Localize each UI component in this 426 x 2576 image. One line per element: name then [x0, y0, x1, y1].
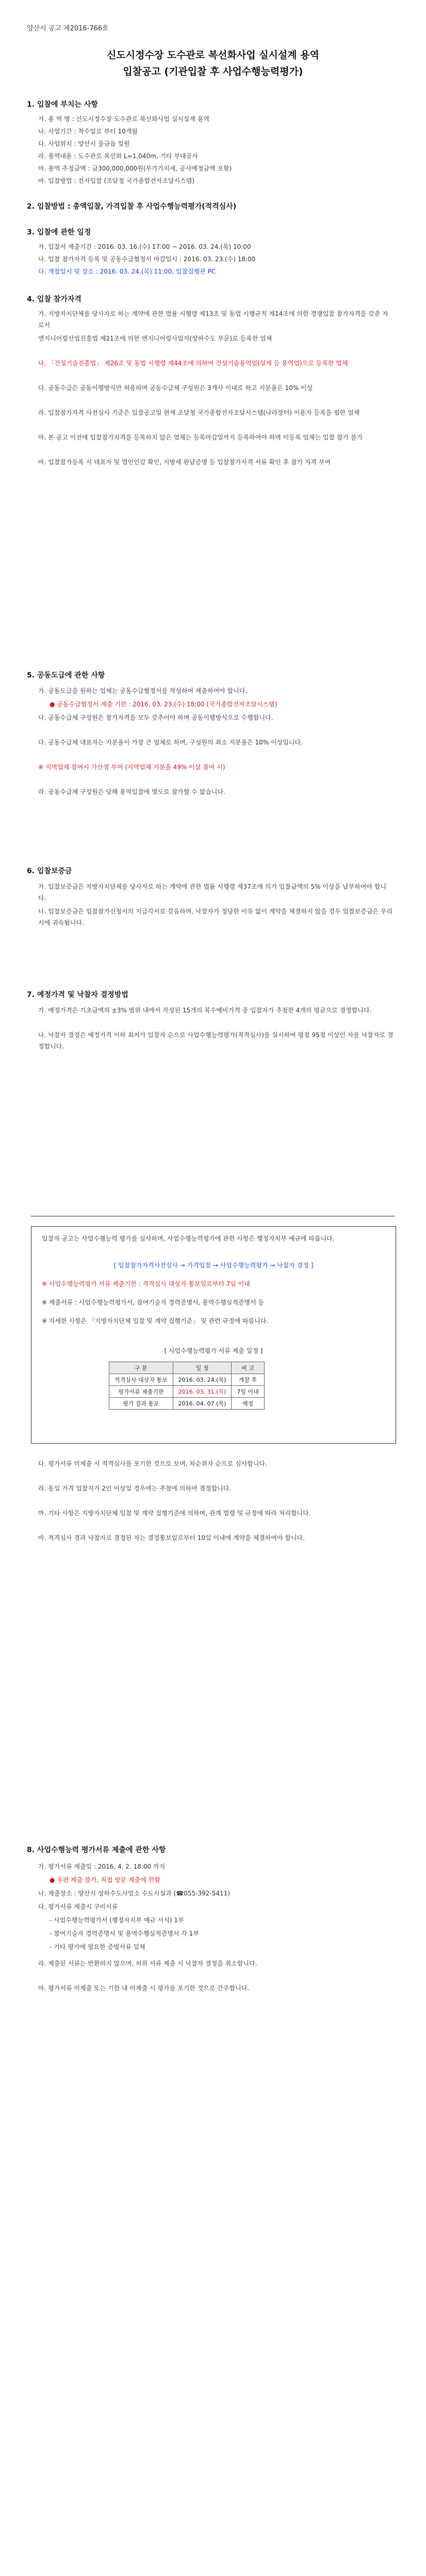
table-header: 구 분 — [109, 1362, 173, 1374]
schedule-caption: [ 사업수행능력평가 서류 제출 일정 ] — [164, 1347, 263, 1354]
section-8-heading: 8. 사업수행능력 평가서류 제출에 관한 사항 — [27, 1846, 166, 1854]
s4-line: 라. 입찰참가자격 사전심사 기준은 입찰공고일 현재 조달청 국가종합전자조달시스템(나라장터) 이용자 등록을 필한 업체 — [38, 409, 360, 416]
s6-line: 나. 입찰보증금은 입찰참가신청서의 지급각서로 갈음하며, 낙찰자가 정당한 이유 없이 계약을 체결하지 않을 경우 입찰보증금은 우리시에 귀속됩니다. — [38, 908, 393, 926]
table-cell: 적격심사 대상자 통보 — [109, 1374, 173, 1386]
box-line-flow: [ 입찰참가자격사전심사 → 가격입찰 → 사업수행능력평가 → 낙찰자 결정 ] — [113, 1262, 314, 1269]
schedule-table — [109, 1362, 265, 1410]
section-1-heading: 1. 입찰에 부치는 사항 — [27, 100, 98, 109]
box-line: 입찰자 공고는 사업수행능력 평가를 심사하며, 사업수행능력평가에 관한 사항은 행정자치부 예규에 따릅니다. — [42, 1235, 335, 1242]
table-cell red: 2016. 03. 31.(목) — [173, 1386, 232, 1398]
s7-line: 나. 낙찰자 결정은 예정가격 이하 최저가 입찰자 순으로 사업수행능력평가(적격심사)를 실시하여 평점 95점 이상인 자를 낙찰자로 결정합니다. — [38, 1031, 394, 1050]
s1-line: 다. 사업위치 : 양산시 물금읍 일원 — [38, 140, 130, 147]
s1-line: 가. 용 역 명 : 신도시정수장 도수관로 복선화사업 실시설계 용역 — [38, 115, 209, 123]
table-header: 비 고 — [232, 1362, 264, 1374]
s6-line: 가. 입찰보증금은 지방자치단체를 당사자로 하는 계약에 관한 법률 시행령 제37조에 의거 입찰금액의 5% 이상을 납부하여야 합니다. — [38, 883, 386, 902]
s8-line: 가. 평가서류 제출일 : 2016. 4. 2. 18:00 까지 — [38, 1863, 166, 1870]
s4-line: 가. 지방자치단체를 당사자로 하는 계약에 관한 법률 시행령 제13조 및 동법 시행규칙 제14조에 의한 경쟁입찰 참가자격을 갖춘 자로서 — [38, 310, 388, 329]
table-row — [109, 1374, 265, 1386]
s3-line: 가. 입찰서 제출기간 : 2016. 03. 16.(수) 17:00 ~ 2016. 03. 24.(목) 10:00 — [38, 243, 251, 250]
section-6-heading: 6. 입찰보증금 — [27, 867, 72, 875]
s7-line: 가. 예정가격은 기초금액의 ±3% 범위 내에서 작성된 15개의 복수예비가격 중 입찰자가 추첨한 4개의 평균으로 결정합니다. — [38, 1007, 372, 1014]
s4-line: 마. 본 공고 이전에 입찰참가자격을 등록하지 않은 업체는 등록마감일까지 등록하여야 하며 미등록 업체는 입찰 참가 불가 — [38, 434, 363, 441]
s5-line: 다. 공동수급체 대표자는 지분율이 가장 큰 업체로 하며, 구성원의 최소 지분율은 10% 이상입니다. — [38, 739, 303, 746]
s8-line: 라. 제출된 서류는 반환하지 않으며, 허위 서류 제출 시 낙찰자 결정을 취소합니다. — [38, 1960, 257, 1967]
table-header: 일 정 — [173, 1362, 232, 1374]
s1-line: 마. 용역 추정금액 : 금300,000,000원(부가가치세, 공사예정금액 포함) — [38, 165, 232, 172]
table-header-row — [109, 1362, 265, 1374]
s8-line-note: ● 우편 제출 불가, 직접 방문 제출에 한함 — [50, 1876, 160, 1884]
title-sub: 입찰공고 (기관입찰 후 사업수행능력평가) — [123, 66, 303, 77]
table-cell: 평가서류 제출기한 — [109, 1386, 173, 1398]
s4-line-highlight: 나. 「건설기술진흥법」 제26조 및 동법 시행령 제44조에 의하여 건설기술용역업(설계 등 용역업)으로 등록한 업체 — [38, 360, 348, 367]
section-2-heading: 2. 입찰방법 : 총액입찰, 가격입찰 후 사업수행능력평가(적격심사) — [27, 202, 237, 211]
section-3-heading: 3. 입찰에 관한 일정 — [27, 228, 91, 236]
table-cell: 7일 이내 — [232, 1386, 264, 1398]
s1-line: 바. 입찰방법 : 전자입찰 (조달청 국가종합전자조달시스템) — [38, 177, 194, 184]
s7-line: 마. 기타 사항은 지방자치단체 입찰 및 계약 집행기준에 의하며, 관계 법령 및 규정에 따라 처리합니다. — [38, 1510, 311, 1517]
table-cell: 2016. 03. 24.(목) — [173, 1374, 232, 1386]
s5-line: 라. 공동수급체 구성원은 당해 용역입찰에 별도로 참가할 수 없습니다. — [38, 788, 225, 795]
s7-line: 다. 평가서류 미제출 시 적격심사를 포기한 것으로 보며, 차순위자 순으로 심사합니다. — [38, 1460, 267, 1467]
box-line-deadline: ※ 사업수행능력평가 서류 제출기한 : 적격심사 대상자 통보일로부터 7일 이내 — [42, 1280, 250, 1287]
s8-line: - 사업수행능력평가서 (행정자치부 예규 서식) 1부 — [50, 1917, 184, 1924]
table-cell: 개찰 후 — [232, 1374, 264, 1386]
s4-line: 다. 공동수급은 공동이행방식만 허용하며 공동수급체 구성원은 3개사 이내로 하고 지분율은 10% 이상 — [38, 384, 313, 392]
table-cell: 예정 — [232, 1398, 264, 1410]
s3-line-opening: 다. 개찰일시 및 장소 : 2016. 03. 24.(목) 11:00, 입찰집행관 PC — [38, 268, 216, 275]
evaluation-box — [31, 1226, 396, 1444]
table-cell: 평가 결과 통보 — [109, 1398, 173, 1410]
title-main: 신도시정수장 도수관로 복선화사업 실시설계 용역 — [107, 49, 319, 61]
s4-line: 바. 입찰참가등록 시 대표자 및 법인인감 확인, 지방세 완납증명 등 입찰참가자격 서류 확인 후 참가 자격 부여 — [38, 459, 331, 466]
s8-line: 다. 평가서류 제출시 구비서류 — [38, 1903, 118, 1910]
section-5-heading: 5. 공동도급에 관한 사항 — [27, 671, 105, 680]
s5-line: 나. 공동수급체 구성원은 참가자격을 모두 갖추어야 하며 공동이행방식으로 수행합니다. — [38, 714, 273, 721]
s7-line: 바. 적격심사 결과 낙찰자로 결정된 자는 결정통보일로부터 10일 이내에 계약을 체결하여야 합니다. — [38, 1534, 305, 1541]
section-7-heading: 7. 예정가격 및 낙찰자 결정방법 — [27, 991, 128, 999]
s8-line: 나. 제출장소 : 양산시 상하수도사업소 수도시설과 (☎055-392-5411) — [38, 1890, 230, 1897]
notice-number: 양산시 공고 제2016-766호 — [27, 25, 109, 32]
s5-line: 가. 공동도급을 원하는 업체는 공동수급협정서를 작성하여 제출하여야 합니다. — [38, 687, 248, 694]
table-row — [109, 1398, 265, 1410]
section-4-heading: 4. 입찰 참가자격 — [27, 295, 81, 303]
s8-line: 마. 평가서류 미제출 또는 기한 내 미제출 시 평가를 포기한 것으로 간주합니다. — [38, 1985, 249, 1992]
s1-line: 라. 용역내용 : 도수관로 복선화 L=1,040m, 기타 부대공사 — [38, 152, 198, 160]
s5-line-note: ※ 지역업체 참여시 가산점 부여 (지역업체 지분율 49% 이상 참여 시) — [38, 764, 225, 771]
box-line: ※ 제출서류 : 사업수행능력평가서, 참여기술자 경력증명서, 용역수행실적증명서 등 — [42, 1299, 264, 1306]
s1-line: 나. 사업기간 : 착수일로 부터 10개월 — [38, 128, 138, 135]
s8-line: - 참여기술자 경력증명서 및 용역수행실적증명서 각 1부 — [50, 1930, 199, 1937]
s3-line: 나. 입찰 참가자격 등록 및 공동수급협정서 마감일시 : 2016. 03. 23.(수) 18:00 — [38, 256, 256, 263]
s5-line-deadline: ● 공동수급협정서 제출 기한 : 2016. 03. 23.(수) 18:00 (국가종합전자조달시스템) — [50, 701, 277, 708]
table-cell: 2016. 04. 07.(목) — [173, 1398, 232, 1410]
table-row — [109, 1386, 265, 1398]
s7-line: 라. 동일 가격 입찰자가 2인 이상일 경우에는 추첨에 의하여 결정합니다. — [38, 1485, 232, 1492]
box-line: ※ 자세한 사항은 「지방자치단체 입찰 및 계약 집행기준」 및 관련 규정에 따릅니다. — [42, 1317, 269, 1325]
s4-line: 엔지니어링산업진흥법 제21조에 의한 엔지니어링사업자(상하수도 부문)로 등록한 업체 — [38, 335, 272, 342]
s8-line: - 기타 평가에 필요한 증빙서류 일체 — [50, 1943, 145, 1951]
